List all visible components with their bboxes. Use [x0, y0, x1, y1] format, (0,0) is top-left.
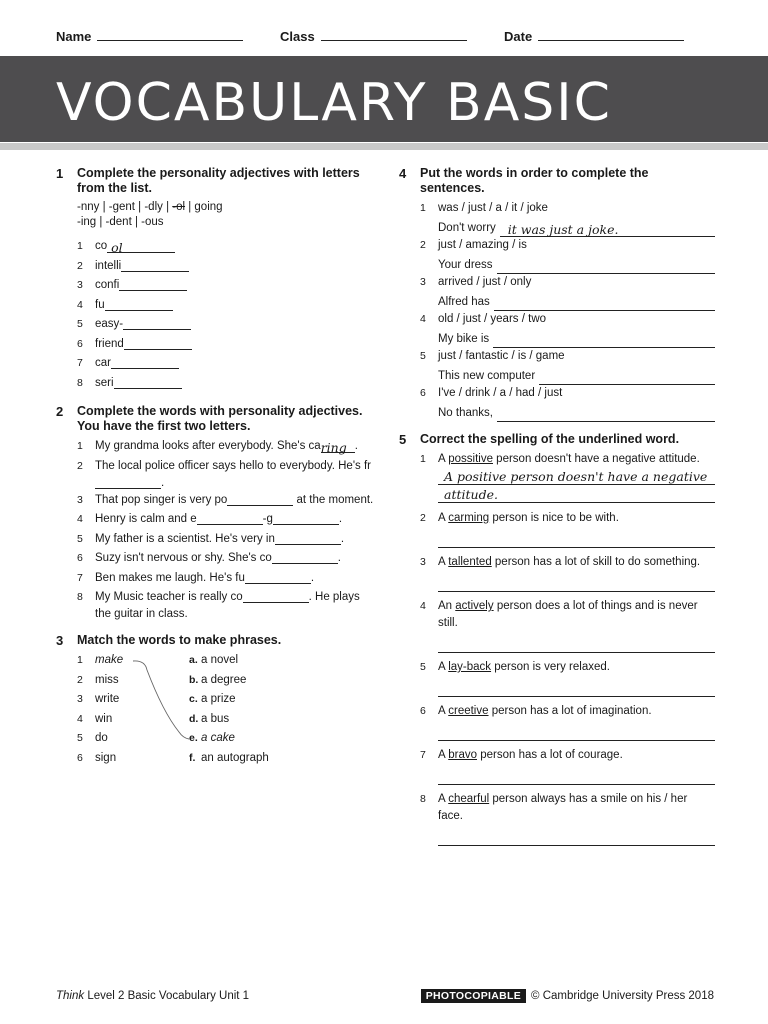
exercise-number: 3: [56, 633, 64, 648]
match-row: [77, 672, 376, 692]
answer-blank[interactable]: [539, 369, 715, 385]
item-number: 5: [420, 350, 426, 362]
misspelled-word: creetive: [448, 705, 489, 717]
item-number: 4: [77, 298, 83, 311]
item-number: 7: [77, 571, 83, 584]
sentence-end: .: [338, 513, 343, 525]
match-row: [77, 750, 376, 770]
exercise-number: 2: [56, 404, 64, 419]
sentence-end: .: [354, 440, 358, 452]
item-number: 1: [77, 654, 83, 666]
date-field[interactable]: [504, 28, 684, 44]
list-item: [77, 589, 376, 623]
answer-line[interactable]: [438, 825, 715, 846]
option-letter: d.: [189, 712, 199, 725]
option-letter: b.: [189, 673, 199, 686]
sentence: A creetive person has a lot of imagination.: [438, 705, 652, 717]
sentence-start: My Music teacher is really co: [95, 591, 243, 603]
answer-line[interactable]: [438, 571, 715, 592]
answer-blank[interactable]: ol: [107, 239, 175, 253]
item-number: 7: [420, 749, 426, 761]
list-item: [420, 385, 715, 422]
matching-area: [77, 652, 376, 769]
brand-name: Think: [56, 990, 85, 1002]
list-item: [77, 511, 376, 531]
word-stem: car: [95, 357, 111, 369]
list-item: [420, 348, 715, 385]
sentence-start: Ben makes me laugh. He's fu: [95, 571, 245, 584]
list-item: [77, 238, 376, 258]
word-stem: easy-: [95, 318, 124, 330]
item-number: 4: [420, 313, 426, 325]
struck-option: -ol: [172, 201, 186, 213]
item-number: 5: [420, 661, 426, 673]
item-number: 4: [77, 712, 83, 725]
item-number: 8: [77, 376, 83, 389]
word-prompt: was / just / a / it / joke: [438, 202, 548, 214]
list-item: [420, 791, 715, 846]
answer-line[interactable]: [438, 632, 715, 653]
exercise-4: [399, 166, 715, 422]
item-number: 4: [77, 513, 83, 525]
name-field[interactable]: [56, 28, 243, 44]
item-number: 6: [77, 552, 83, 564]
answer-blank[interactable]: [494, 295, 715, 311]
match-phrase[interactable]: a cake: [201, 732, 235, 744]
item-number: 8: [77, 591, 83, 603]
sentence-end: at the moment.: [293, 493, 374, 506]
match-row: [77, 711, 376, 731]
match-word[interactable]: write: [95, 693, 120, 705]
item-number: 2: [420, 239, 426, 251]
item-number: 8: [420, 793, 426, 805]
item-number: 5: [77, 532, 83, 545]
banner-stripe: [0, 143, 768, 150]
answer-blank[interactable]: [273, 511, 339, 525]
answer-blank[interactable]: [275, 531, 341, 545]
match-row: [77, 730, 376, 750]
misspelled-word: actively: [455, 600, 494, 612]
sentence-start: My bike is: [438, 333, 490, 345]
class-line[interactable]: [321, 28, 467, 41]
answer-line[interactable]: [438, 676, 715, 697]
list-item: [77, 277, 376, 297]
list-item: [77, 258, 376, 278]
answer-blank[interactable]: [121, 258, 189, 272]
class-field[interactable]: [280, 28, 467, 44]
list-item: [77, 316, 376, 336]
answer-blank[interactable]: [272, 550, 338, 564]
exercise-2-items: [77, 438, 376, 623]
item-number: 2: [420, 512, 426, 524]
item-number: 1: [77, 440, 83, 452]
word-stem: intelli: [95, 259, 122, 272]
match-word[interactable]: do: [95, 732, 108, 744]
match-phrase[interactable]: an autograph: [201, 751, 269, 764]
sentence-start: My grandma looks after everybody. She's ca: [95, 440, 321, 452]
exercise-instruction: Correct the spelling of the underlined word.: [420, 432, 680, 446]
answer-line[interactable]: [438, 720, 715, 741]
answer-blank[interactable]: [493, 332, 715, 348]
word-prompt: just / amazing / is: [438, 239, 527, 251]
exercise-5: [399, 432, 715, 846]
date-line[interactable]: [538, 28, 684, 41]
list-item: [77, 438, 376, 458]
exercise-instruction: Match the words to make phrases.: [77, 633, 282, 647]
sentence-start: That pop singer is very po: [95, 493, 228, 506]
misspelled-word: bravo: [448, 749, 478, 761]
list-item: [77, 297, 376, 317]
answer-line[interactable]: [438, 764, 715, 785]
word-stem: confi: [95, 279, 120, 291]
sentence: A bravo person has a lot of courage.: [438, 749, 623, 761]
exercise-number: 5: [399, 432, 407, 447]
sentence-start: The local police officer says hello to everybody. He's fr: [95, 459, 371, 472]
item-number: 2: [77, 459, 83, 472]
name-label: Name: [56, 29, 92, 44]
sentence: A tallented person has a lot of skill to do something.: [438, 556, 701, 568]
misspelled-word: chearful: [448, 793, 490, 805]
sentence-start: Henry is calm and e: [95, 513, 197, 525]
answer-blank[interactable]: [124, 336, 192, 350]
list-item: [420, 200, 715, 237]
match-word[interactable]: sign: [95, 751, 117, 764]
answer-blank[interactable]: [197, 511, 263, 525]
item-number: 1: [420, 453, 426, 465]
match-word[interactable]: make: [95, 654, 124, 666]
word-fragment: -g: [262, 513, 273, 525]
exercise-1: [56, 166, 376, 394]
match-row: [77, 691, 376, 711]
footer-course: Think Level 2 Basic Vocabulary Unit 1: [56, 990, 250, 1002]
exercise-instruction: Complete the words with personality adjectives. You have the first two letters.: [77, 404, 363, 433]
answer-blank[interactable]: [123, 316, 191, 330]
word-prompt: old / just / years / two: [438, 313, 547, 325]
list-item: [77, 550, 376, 570]
item-number: 3: [77, 279, 83, 291]
item-number: 3: [420, 276, 426, 288]
list-item: [420, 598, 715, 653]
list-item: [420, 274, 715, 311]
answer-blank[interactable]: [95, 475, 161, 489]
list-item: [420, 237, 715, 274]
sentence-start: Alfred has: [438, 296, 490, 308]
exercise-instruction: Complete the personality adjectives with letters from the list.: [77, 166, 360, 195]
answer-blank[interactable]: it was just a joke.: [500, 221, 715, 237]
answer-blank[interactable]: [119, 277, 187, 291]
sentence-end: .: [161, 476, 165, 489]
sentence-end: .: [310, 571, 315, 584]
item-number: 2: [77, 259, 83, 272]
match-row: [77, 652, 376, 672]
match-phrase[interactable]: a prize: [201, 693, 236, 705]
item-number: 7: [77, 357, 83, 369]
option-letter: c.: [189, 693, 198, 705]
list-item: [77, 458, 376, 492]
item-number: 6: [420, 387, 426, 399]
word-prompt: just / fantastic / is / game: [438, 350, 565, 362]
list-item: [420, 510, 715, 548]
answer-blank[interactable]: [245, 570, 311, 584]
match-phrase[interactable]: a bus: [201, 712, 230, 725]
answer-line[interactable]: [438, 527, 715, 548]
sentence-start: Don't worry: [438, 222, 496, 234]
answer-blank[interactable]: [105, 297, 173, 311]
footer-copyright: PHOTOCOPIABLE © Cambridge University Press 2018: [421, 990, 714, 1002]
item-number: 3: [420, 556, 426, 568]
list-item: [77, 570, 376, 590]
sentence-end: . He plays the guitar in class.: [95, 591, 360, 620]
item-number: 5: [77, 318, 83, 330]
sentence-start: No thanks,: [438, 407, 493, 419]
class-label: Class: [280, 29, 315, 44]
misspelled-word: possitive: [448, 453, 493, 465]
list-item: [420, 451, 715, 504]
misspelled-word: carming: [448, 512, 490, 524]
item-number: 2: [77, 673, 83, 686]
word-prompt: arrived / just / only: [438, 276, 532, 288]
item-number: 3: [77, 493, 83, 506]
list-item: [420, 703, 715, 741]
word-stem: friend: [95, 337, 124, 350]
item-number: 6: [77, 337, 83, 350]
name-line[interactable]: [97, 28, 243, 41]
word-stem: fu: [95, 298, 105, 311]
exercise-2: [56, 404, 376, 623]
match-word[interactable]: win: [95, 712, 113, 725]
match-word[interactable]: miss: [95, 673, 119, 686]
list-item: [420, 747, 715, 785]
date-label: Date: [504, 29, 533, 44]
answer-blank[interactable]: [227, 492, 293, 506]
answer-blank[interactable]: ring: [321, 439, 355, 453]
sentence-start: My father is a scientist. He's very in: [95, 532, 275, 545]
sentence: A possitive person doesn't have a negative attitude.: [438, 453, 700, 465]
item-number: 6: [420, 705, 426, 717]
option-letter: a.: [189, 654, 198, 666]
letter-list: -nny | -gent | -dly | -ol | going -ing | -dent | -ous: [77, 201, 223, 228]
sentence: A chearful person always has a smile on his / her face.: [438, 793, 688, 822]
sentence-start: Suzy isn't nervous or shy. She's co: [95, 552, 272, 564]
item-number: 3: [77, 693, 83, 705]
sentence: A carming person is nice to be with.: [438, 512, 619, 524]
list-item: [77, 531, 376, 551]
sentence-start: Your dress: [438, 259, 493, 271]
sentence: A lay-back person is very relaxed.: [438, 661, 610, 673]
page-title: VOCABULARY BASIC: [56, 73, 612, 133]
sentence-start: This new computer: [438, 370, 536, 382]
match-phrase[interactable]: a degree: [201, 673, 247, 686]
left-column: [56, 166, 376, 779]
misspelled-word: lay-back: [448, 661, 492, 673]
option-letter: f.: [189, 751, 196, 764]
list-item: [420, 554, 715, 592]
answer-blank[interactable]: [497, 258, 715, 274]
word-stem: seri: [95, 376, 114, 389]
option-letter: e.: [189, 732, 198, 744]
exercise-instruction: Put the words in order to complete the sentences.: [420, 166, 649, 195]
word-prompt: I've / drink / a / had / just: [438, 387, 563, 399]
sentence: An actively person does a lot of things and is never still.: [438, 600, 698, 629]
exercise-number: 4: [399, 166, 407, 181]
answer-blank[interactable]: [243, 589, 309, 603]
exercise-number: 1: [56, 166, 64, 181]
list-item: [420, 311, 715, 348]
item-number: 4: [420, 600, 426, 612]
exercise-3: [56, 633, 376, 769]
answer-line[interactable]: A positive person doesn't have a negative attitude.: [438, 468, 715, 504]
item-number: 1: [77, 240, 83, 252]
exercise-1-items: [77, 238, 376, 394]
photocopiable-badge: PHOTOCOPIABLE: [421, 989, 526, 1003]
item-number: 5: [77, 732, 83, 744]
list-item: [77, 492, 376, 512]
match-phrase[interactable]: a novel: [201, 654, 239, 666]
answer-blank[interactable]: [497, 406, 715, 422]
answer-blank[interactable]: [114, 375, 182, 389]
word-stem: co: [95, 240, 108, 252]
sentence-end: .: [340, 532, 345, 545]
list-item: [77, 336, 376, 356]
sentence-end: .: [337, 552, 341, 564]
item-number: 6: [77, 751, 83, 764]
list-item: [420, 659, 715, 697]
exercise-5-items: [420, 451, 715, 846]
list-item: [77, 355, 376, 375]
right-column: [399, 166, 715, 856]
list-item: [77, 375, 376, 395]
answer-blank[interactable]: [111, 355, 179, 369]
item-number: 1: [420, 202, 426, 214]
misspelled-word: tallented: [448, 556, 492, 568]
exercise-4-items: [420, 200, 715, 422]
